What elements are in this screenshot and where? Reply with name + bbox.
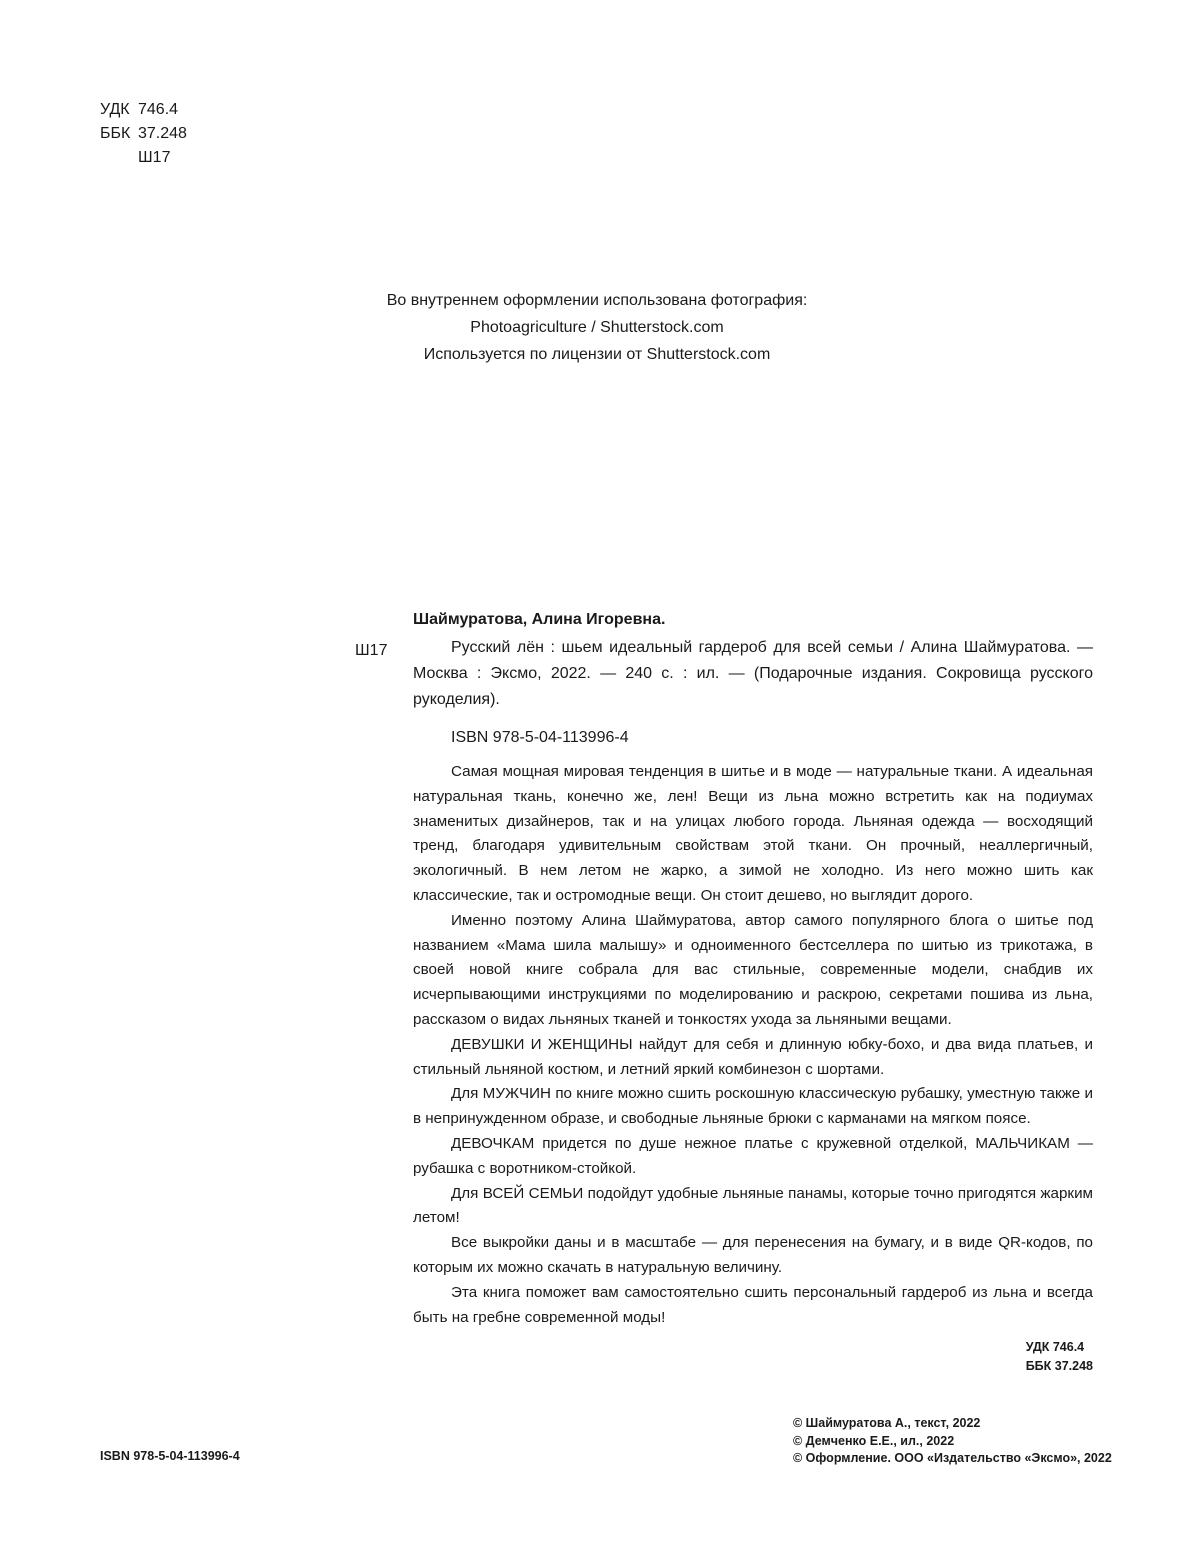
copyright-text: © Шаймуратова А., текст, 2022: [793, 1416, 981, 1430]
annotation-paragraph: Самая мощная мировая тенденция в шитье и в моде — натуральные ткани. А идеальная натуральная ткань, конечно же, лен! Вещи из льна можно встретить как на подиумах знаменитых дизайнеров, так и на улицах любого города. Льняная одежда — восходящий тренд, благодаря удивительным свойствам этой ткани. Он прочный, неаллергичный, экологичный. В нем летом не жарко, а зимой не холодно. Из него можно шить как классические, так и остромодные вещи. Он стоит дешево, но выглядит дорого.: [413, 763, 1093, 904]
photo-credit-line-1: Во внутреннем оформлении использована фотография:: [386, 292, 808, 309]
bbk-value: 37.248: [138, 125, 187, 142]
photo-credit: [300, 287, 894, 368]
annotation-paragraph: Для МУЖЧИН по книге можно сшить роскошную классическую рубашку, уместную также и в непринужденном образе, и свободные льняные брюки с карманами на мягком поясе.: [413, 1085, 1093, 1128]
catalog-isbn: ISBN 978-5-04-113996-4: [451, 729, 629, 746]
udk-label: УДК: [100, 101, 130, 118]
copyright-illustrations: © Демченко Е.Е., ил., 2022: [793, 1433, 955, 1448]
bbk-bottom: ББК 37.248: [1025, 1359, 1093, 1373]
annotation-paragraph: Для ВСЕЙ СЕМЬИ подойдут удобные льняные панамы, которые точно пригодятся жарким летом!: [413, 1184, 1093, 1227]
udk-value: 746.4: [138, 101, 179, 118]
classification-codes-top: [100, 98, 187, 170]
author-mark: Ш17: [138, 149, 171, 166]
copyright-design: © Оформление. ООО «Издательство «Эксмо», 2022: [793, 1451, 1112, 1465]
author-heading: Шаймуратова, Алина Игоревна.: [413, 611, 666, 628]
call-mark: Ш17: [355, 642, 388, 659]
isbn-bottom: ISBN 978-5-04-113996-4: [100, 1449, 240, 1463]
photo-credit-line-3: Используется по лицензии от Shutterstock.com: [423, 346, 771, 363]
annotation-paragraph: ДЕВУШКИ И ЖЕНЩИНЫ найдут для себя и длинную юбку-бохо, и два вида платьев, и стильный льняной костюм, и летний яркий комбинезон с шортами.: [413, 1035, 1093, 1078]
bbk-label: ББК: [100, 125, 131, 142]
annotation-paragraph: Именно поэтому Алина Шаймуратова, автор самого популярного блога о шитье под названием «Мама шила малышу» и одноименного бестселлера по шитью из трикотажа, в своей новой книге собрала для вас стильные, современные модели, снабдив их исчерпывающими инструкциями по моделированию и раскрою, секретами пошива из льна, рассказом о видах льняных тканей и тонкостях ухода за льняными вещами.: [413, 911, 1093, 1028]
copyright-block: [793, 1415, 1112, 1468]
annotation-paragraph: Все выкройки даны и в масштабе — для перенесения на бумагу, и в виде QR-кодов, по которым их можно скачать в натуральную величину.: [413, 1234, 1093, 1276]
udk-row: [100, 98, 187, 122]
bibliographic-description: Русский лён : шьем идеальный гардероб для всей семьи / Алина Шаймуратова. — Москва : Эксмо, 2022. — 240 с. : ил. — (Подарочные издания. Сокровища русского рукоделия).: [413, 639, 1093, 708]
photo-credit-line-2: Photoagriculture / Shutterstock.com: [470, 319, 724, 336]
udk-bottom: УДК 746.4: [1025, 1340, 1085, 1354]
annotation-paragraph: Эта книга поможет вам самостоятельно сшить персональный гардероб из льна и всегда быть на гребне современной моды!: [413, 1283, 1093, 1326]
annotation: [413, 760, 1093, 1330]
annotation-paragraph: ДЕВОЧКАМ придется по душе нежное платье с кружевной отделкой, МАЛЬЧИКАМ — рубашка с воротником-стойкой.: [413, 1134, 1093, 1177]
classification-codes-bottom: [1026, 1338, 1093, 1376]
catalog-record: [413, 608, 1093, 1330]
bbk-row: [100, 122, 187, 146]
